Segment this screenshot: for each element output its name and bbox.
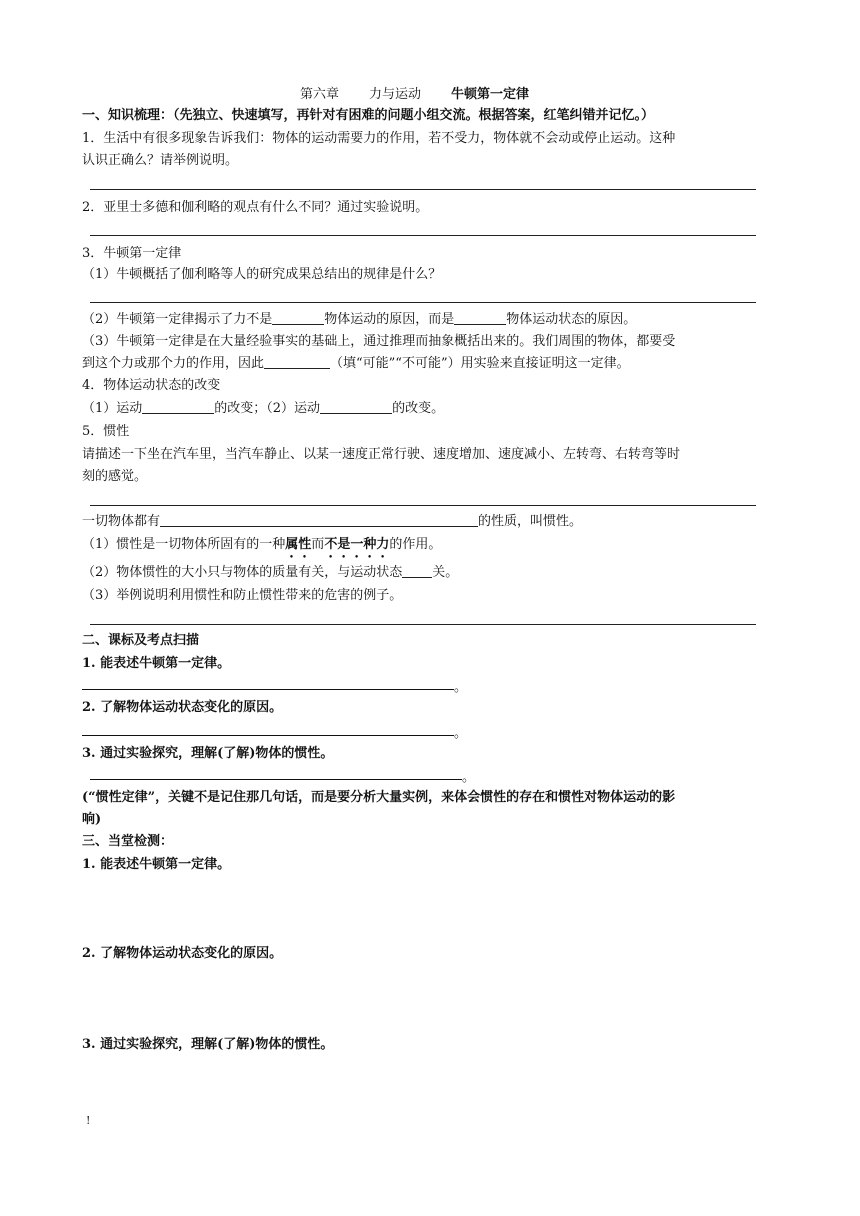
q5-2-text-a: （2）物体惯性的大小只与物体的质量有关，与运动状态 (82, 565, 403, 580)
q4-blank-2[interactable] (320, 401, 392, 414)
q3-3-line2 (82, 355, 630, 373)
q5-answer-line[interactable] (90, 505, 756, 506)
q5-definition (82, 513, 582, 531)
q5-def-text-b: 的性质，叫惯性。 (478, 514, 583, 529)
s2-note-line2: 响) (82, 812, 102, 827)
q1-line2: 认识正确么？请举例说明。 (82, 153, 239, 168)
q5-3-line: （3）举例说明利用惯性和防止惯性带来的危害的例子。 (82, 588, 403, 603)
q3-3-blank[interactable] (264, 356, 330, 369)
s3-item2: 2. 了解物体运动状态变化的原因。 (82, 946, 283, 961)
s2-item1-answer-line[interactable] (82, 689, 454, 690)
section1-heading: 一、知识梳理：（先独立、快速填写，再针对有困难的问题小组交流。根据答案，红笔纠错并记忆。） (82, 108, 655, 123)
q3-2-text-c: 物体运动状态的原因。 (506, 312, 637, 327)
q5-3-answer-line[interactable] (90, 624, 756, 625)
q5-1-text-e: 的作用。 (389, 537, 442, 552)
s3-item1: 1. 能表述牛顿第一定律。 (82, 857, 231, 872)
q4-text-c: 的改变。 (392, 401, 445, 416)
unit-label: 力与运动 (369, 87, 422, 102)
q2-answer-line[interactable] (90, 235, 756, 236)
s2-item3: 3. 通过实验探究，理解(了解)物体的惯性。 (82, 746, 334, 761)
s2-item2-answer-line[interactable] (82, 735, 454, 736)
q5-1-emphasis-not-force: 不是一种力 (324, 537, 390, 552)
chapter-label: 第六章 (300, 87, 340, 102)
q5-def-text-a: 一切物体都有 (82, 514, 161, 529)
q4-1-line (82, 400, 444, 418)
s2-item3-period: 。 (462, 770, 476, 785)
q3-2-text-b: 物体运动的原因，而是 (324, 312, 455, 327)
q5-2-blank[interactable] (402, 565, 432, 578)
q3-3-text-a: 到这个力或那个力的作用，因此 (82, 356, 265, 371)
q3-2-text-a: （2）牛顿第一定律揭示了力不是 (82, 312, 273, 327)
q1-answer-line[interactable] (90, 189, 756, 190)
q1-line1: 1．生活中有很多现象告诉我们：物体的运动需要力的作用，若不受力，物体就不会动或停止运动。这种 (82, 131, 676, 146)
s2-item1: 1. 能表述牛顿第一定律。 (82, 656, 231, 671)
q5-1-line (82, 536, 441, 561)
q3-1-text: （1）牛顿概括了伽利略等人的研究成果总结出的规律是什么？ (82, 267, 442, 282)
s2-note-line1: (“惯性定律”，关键不是记住那几句话，而是要分析大量实例，来体会惯性的存在和惯性对物体运动的影 (82, 790, 676, 805)
q4-blank-1[interactable] (142, 401, 214, 414)
q5-1-text-c: 而 (311, 537, 325, 552)
q5-desc-line1: 请描述一下坐在汽车里，当汽车静止、以某一速度正常行驶、速度增加、速度减小、左转弯、右转弯等时 (82, 447, 681, 462)
q3-2-line (82, 311, 636, 329)
section2-heading: 二、课标及考点扫描 (82, 633, 200, 648)
s2-item1-period: 。 (454, 680, 468, 695)
q3-3-text-b: （填“可能”“不可能”）用实验来直接证明这一定律。 (330, 356, 630, 371)
s2-item3-answer-line[interactable] (90, 779, 462, 780)
page-title (300, 86, 529, 104)
q3-2-blank-2[interactable] (454, 312, 506, 325)
q5-2-line (82, 564, 458, 582)
q5-1-emphasis-attribute: 属性 (285, 537, 312, 552)
q5-heading: 5．惯性 (82, 424, 130, 439)
q3-3-line1: （3）牛顿第一定律是在大量经验事实的基础上，通过推理而抽象概括出来的。我们周围的物体，都要受 (82, 334, 676, 349)
section3-heading: 三、当堂检测： (82, 834, 174, 849)
s2-item2: 2. 了解物体运动状态变化的原因。 (82, 700, 283, 715)
q5-1-text-a: （1）惯性是一切物体所固有的一种 (82, 537, 286, 552)
q5-desc-line2: 刻的感觉。 (82, 469, 148, 484)
q4-heading: 4．物体运动状态的改变 (82, 378, 221, 393)
s3-item3: 3. 通过实验探究，理解(了解)物体的惯性。 (82, 1037, 334, 1052)
q5-2-text-b: 关。 (432, 565, 459, 580)
q2-text: 2．亚里士多德和伽利略的观点有什么不同？通过实验说明。 (82, 200, 429, 215)
q4-text-a: （1）运动 (82, 401, 143, 416)
q5-def-blank[interactable] (160, 514, 478, 527)
q3-heading: 3．牛顿第一定律 (82, 246, 182, 261)
s2-item2-period: 。 (454, 726, 468, 741)
footer-mark: ! (86, 1114, 91, 1127)
q3-1-answer-line[interactable] (90, 302, 756, 303)
q3-2-blank-1[interactable] (272, 312, 324, 325)
q4-text-b: 的改变；（2）运动 (214, 401, 321, 416)
topic-label: 牛顿第一定律 (451, 87, 530, 102)
